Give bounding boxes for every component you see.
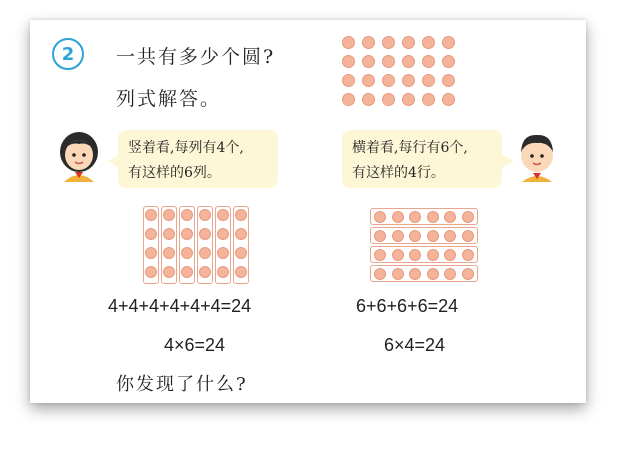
top-dot-grid: [342, 36, 462, 108]
right-sum-equation: 6+6+6+6=24: [356, 296, 459, 316]
circle-dot: [145, 266, 157, 278]
boy-speech-bubble: [342, 130, 502, 188]
girl-bubble-line-2: 有这样的6列。: [128, 165, 221, 181]
circle-dot: [462, 268, 474, 280]
circle-dot: [409, 249, 421, 261]
circle-dot: [422, 36, 435, 49]
circle-dot: [409, 230, 421, 242]
circle-dot: [392, 268, 404, 280]
circle-dot: [444, 230, 456, 242]
circle-dot: [217, 228, 229, 240]
circle-dot: [444, 249, 456, 261]
circle-dot: [382, 93, 395, 106]
problem-number: 2: [61, 43, 75, 65]
circle-dot: [163, 228, 175, 240]
circle-dot: [402, 74, 415, 87]
circle-dot: [374, 268, 386, 280]
circle-dot: [427, 211, 439, 223]
boy-bubble-line-2: 有这样的4行。: [352, 165, 445, 181]
row-framed-dot-grid: [370, 208, 478, 282]
circle-dot: [427, 230, 439, 242]
left-product-equation: 4×6=24: [164, 335, 226, 355]
circle-dot: [362, 93, 375, 106]
textbook-card: [30, 20, 586, 403]
circle-dot: [402, 36, 415, 49]
circle-dot: [442, 93, 455, 106]
circle-dot: [402, 93, 415, 106]
circle-dot: [163, 266, 175, 278]
circle-dot: [409, 268, 421, 280]
circle-dot: [382, 36, 395, 49]
circle-dot: [145, 247, 157, 259]
circle-dot: [342, 74, 355, 87]
circle-dot: [342, 36, 355, 49]
circle-dot: [235, 266, 247, 278]
circle-dot: [199, 228, 211, 240]
girl-speech-bubble: [118, 130, 278, 188]
circle-dot: [392, 249, 404, 261]
boy-bubble-line-1: 横着看,每行有6个,: [352, 140, 468, 156]
circle-dot: [181, 209, 193, 221]
girl-avatar-icon: [56, 130, 102, 182]
circle-dot: [217, 209, 229, 221]
circle-dot: [217, 266, 229, 278]
circle-dot: [163, 247, 175, 259]
circle-dot: [342, 93, 355, 106]
circle-dot: [382, 74, 395, 87]
closing-question: 你发现了什么?: [116, 374, 248, 395]
girl-bubble-line-1: 竖着看,每列有4个,: [128, 140, 244, 156]
circle-dot: [362, 74, 375, 87]
circle-dot: [402, 55, 415, 68]
circle-dot: [422, 93, 435, 106]
column-framed-dot-grid: [143, 206, 251, 284]
circle-dot: [374, 230, 386, 242]
circle-dot: [181, 247, 193, 259]
circle-dot: [422, 74, 435, 87]
circle-dot: [462, 211, 474, 223]
circle-dot: [374, 249, 386, 261]
circle-dot: [342, 55, 355, 68]
circle-dot: [427, 268, 439, 280]
circle-dot: [422, 55, 435, 68]
circle-dot: [199, 209, 211, 221]
circle-dot: [392, 230, 404, 242]
problem-number-badge: [52, 38, 84, 70]
circle-dot: [392, 211, 404, 223]
boy-bubble-tail: [502, 154, 514, 168]
circle-dot: [217, 247, 229, 259]
circle-dot: [409, 211, 421, 223]
circle-dot: [181, 266, 193, 278]
circle-dot: [444, 211, 456, 223]
circle-dot: [235, 228, 247, 240]
circle-dot: [374, 211, 386, 223]
circle-dot: [442, 36, 455, 49]
circle-dot: [362, 55, 375, 68]
right-product-equation: 6×4=24: [384, 335, 446, 355]
circle-dot: [442, 55, 455, 68]
circle-dot: [199, 266, 211, 278]
circle-dot: [442, 74, 455, 87]
circle-dot: [145, 228, 157, 240]
circle-dot: [163, 209, 175, 221]
circle-dot: [462, 249, 474, 261]
circle-dot: [235, 247, 247, 259]
circle-dot: [235, 209, 247, 221]
circle-dot: [444, 268, 456, 280]
instruction-text: 列式解答。: [116, 88, 222, 110]
boy-avatar-icon: [514, 130, 560, 182]
circle-dot: [462, 230, 474, 242]
circle-dot: [181, 228, 193, 240]
circle-dot: [145, 209, 157, 221]
circle-dot: [199, 247, 211, 259]
circle-dot: [382, 55, 395, 68]
left-sum-equation: 4+4+4+4+4+4=24: [108, 296, 252, 316]
circle-dot: [427, 249, 439, 261]
circle-dot: [362, 36, 375, 49]
question-text: 一共有多少个圆?: [116, 46, 276, 68]
